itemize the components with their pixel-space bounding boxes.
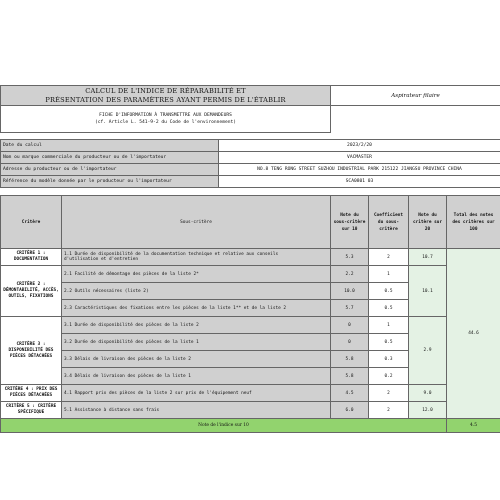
title-line-2: PRÉSENTATION DES PARAMÈTRES AYANT PERMIS DE L'ÉTABLIR	[45, 95, 286, 104]
final-score-value: 4.5	[447, 419, 500, 433]
criterion-note: 12.0	[409, 402, 447, 419]
sub-criterion-label	[62, 351, 331, 368]
table-row	[1, 385, 500, 402]
sub-criterion-text: 2.1 Facilité de démontage des pièces de la liste 2*	[64, 271, 199, 277]
sub-criterion-text: 3.3 Délais de livraison des pièces de la liste 2	[64, 356, 191, 362]
repairability-sheet	[0, 85, 500, 433]
criterion-name: CRITÈRE 2 : DÉMONTABILITÉ, ACCÈS, OUTILS, FIXATIONS	[1, 266, 62, 317]
sub-criterion-text: 1.1 Durée de disponibilité de la documentation technique et relative aux conseils	[64, 252, 279, 257]
info-row	[1, 152, 500, 164]
sub-criterion-coefficient: 0.5	[369, 283, 409, 300]
table-header-row	[1, 196, 500, 249]
header-total: Total des notes des critères sur 100	[447, 196, 500, 249]
info-row	[1, 140, 500, 152]
sheet-title	[1, 86, 331, 106]
info-label: Adresse du producteur ou de l'importateur	[1, 164, 219, 176]
sub-criterion-note: 5.8	[331, 351, 369, 368]
sub-criterion-label	[62, 249, 331, 266]
sub-criterion-note: 5.3	[331, 249, 369, 266]
criterion-note: 10.1	[409, 266, 447, 317]
product-type: Aspirateur filaire	[331, 86, 500, 106]
info-value: 2023/2/20	[219, 140, 500, 152]
info-notice	[1, 106, 331, 133]
title-line-1: CALCUL DE L'INDICE DE RÉPARABILITÉ ET	[85, 86, 246, 95]
final-score-label: Note de l'indice sur 10	[1, 419, 447, 433]
total-score: 44.6	[447, 249, 500, 419]
sub-criterion-note: 5.8	[331, 368, 369, 385]
criterion-name: CRITÈRE 1 : DOCUMENTATION	[1, 249, 62, 266]
sub-criterion-text: 3.1 Durée de disponibilité des pièces de la liste 2	[64, 322, 199, 328]
table-row	[1, 249, 500, 266]
info-label: Date du calcul	[1, 140, 219, 152]
final-score-row	[1, 419, 500, 433]
header-note-sous-critere: Note du sous-critère sur 10	[331, 196, 369, 249]
sub-criterion-note: 2.2	[331, 266, 369, 283]
header-table	[0, 85, 500, 133]
criterion-note: 2.9	[409, 317, 447, 385]
info-value: VACMASTER	[219, 152, 500, 164]
header-sous-criteres: Sous-critère	[62, 196, 331, 249]
sub-criterion-text: 3.2 Durée de disponibilité des pièces de la liste 1	[64, 339, 199, 345]
sub-criterion-note: 4.5	[331, 385, 369, 402]
sub-criterion-coefficient: 2	[369, 249, 409, 266]
info-label: Référence du modèle donnée par le producteur ou l'importateur	[1, 176, 219, 188]
criterion-note: 9.0	[409, 385, 447, 402]
info-label: Nom ou marque commerciale du producteur ou de l'importateur	[1, 152, 219, 164]
sub-criterion-coefficient: 0.3	[369, 351, 409, 368]
sub-criterion-coefficient: 2	[369, 385, 409, 402]
criterion-name: CRITÈRE 4 : PRIX DES PIÈCES DÉTACHÉES	[1, 385, 62, 402]
header-criteres: Critère	[1, 196, 62, 249]
sub-criterion-note: 0	[331, 317, 369, 334]
sub-criterion-coefficient: 1	[369, 317, 409, 334]
sub-criterion-label	[62, 385, 331, 402]
sub-criterion-note: 10.0	[331, 283, 369, 300]
info-line-2: (cf. Article L. 541-9-2 du Code de l'environnement)	[94, 120, 237, 125]
sub-criterion-label	[62, 368, 331, 385]
sub-criterion-label	[62, 300, 331, 317]
sub-criterion-coefficient: 0.5	[369, 300, 409, 317]
info-row	[1, 164, 500, 176]
sub-criterion-text: 4.1 Rapport prix des pièces de la liste 2 sur prix de l'équipement neuf	[64, 390, 252, 396]
scoring-table	[0, 195, 500, 433]
sub-criterion-note: 6.0	[331, 402, 369, 419]
info-value: SCA0801 03	[219, 176, 500, 188]
header-note-critere: Note du critère sur 20	[409, 196, 447, 249]
sub-criterion-text: 2.2 Outils nécessaires (liste 2)	[64, 288, 149, 294]
sub-criterion-coefficient: 0.5	[369, 334, 409, 351]
sub-criterion-text: 3.4 Délais de livraison des pièces de la liste 1	[64, 373, 191, 379]
sub-criterion-coefficient: 1	[369, 266, 409, 283]
sub-criterion-label	[62, 266, 331, 283]
header-coefficient: Coefficient du sous-critère	[369, 196, 409, 249]
sub-criterion-text: 5.1 Assistance à distance sans frais	[64, 407, 160, 413]
criterion-note: 10.7	[409, 249, 447, 266]
sub-criterion-label	[62, 402, 331, 419]
info-row	[1, 176, 500, 188]
sub-criterion-text-continued: d'utilisation et d'entretien	[64, 257, 139, 262]
criterion-name: CRITÈRE 5 : CRITÈRE SPÉCIFIQUE	[1, 402, 62, 419]
info-value: NO.8 TENG RONG STREET SUZHOU INDUSTRIAL PARK 215122 JIANGSU PROVINCE CHINA	[219, 164, 500, 176]
table-row	[1, 402, 500, 419]
table-row	[1, 266, 500, 283]
sub-criterion-label	[62, 317, 331, 334]
info-table	[0, 139, 500, 188]
sub-criterion-coefficient: 2	[369, 402, 409, 419]
sub-criterion-note: 0	[331, 334, 369, 351]
sub-criterion-text: 2.3 Caractéristiques des fixations entre les pièces de la liste 1** et de la liste 2	[64, 305, 287, 311]
info-line-1: FICHE D'INFORMATION À TRANSMETTRE AUX DEMANDEURS	[99, 113, 232, 118]
sub-criterion-label	[62, 283, 331, 300]
sub-criterion-note: 5.7	[331, 300, 369, 317]
sub-criterion-label	[62, 334, 331, 351]
sub-criterion-coefficient: 0.2	[369, 368, 409, 385]
criterion-name: CRITÈRE 3 : DISPONIBILITÉ DES PIÈCES DÉTACHÉES	[1, 317, 62, 385]
table-row	[1, 317, 500, 334]
